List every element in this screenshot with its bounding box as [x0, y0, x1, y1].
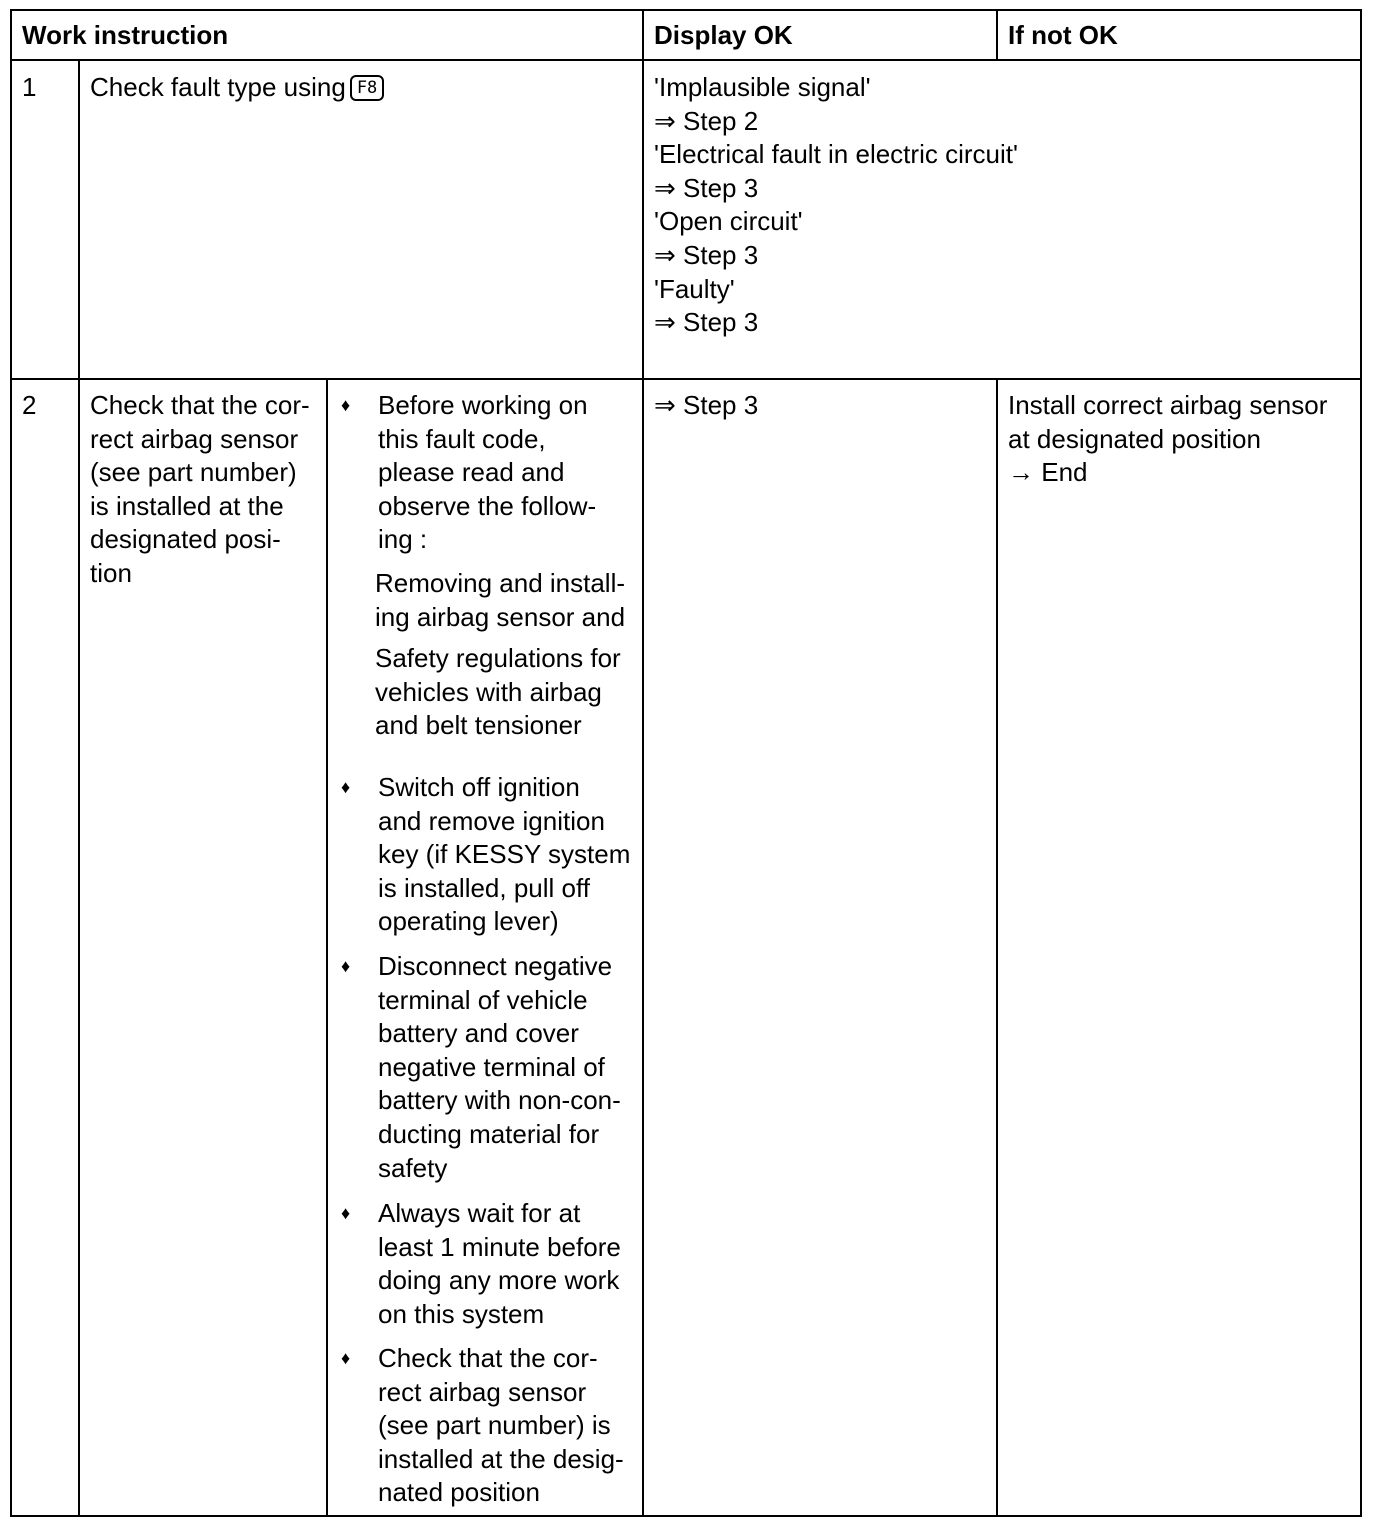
bullet-text-line: observe the follow-	[378, 490, 597, 521]
if-not-ok-divider-header	[996, 9, 998, 61]
bullet-text-line: least 1 minute before	[378, 1231, 621, 1262]
reference-link-line: ing airbag sensor and	[375, 601, 626, 632]
bullet-text-line: key (if KESSY system	[378, 839, 631, 870]
reference-link-line: Removing and install-	[375, 568, 626, 598]
bullet-text-line: Check that the cor-	[378, 1343, 598, 1373]
diamond-bullet-icon: ♦	[341, 1203, 351, 1223]
diamond-bullet-icon: ♦	[341, 777, 351, 797]
header-work-instruction: Work instruction	[22, 20, 229, 50]
diamond-bullet-icon: ♦	[341, 956, 351, 976]
instruction-subcolumn-divider	[326, 378, 328, 1517]
bullet-text-line: Switch off ignition	[378, 772, 580, 802]
bullet-text-line: on this system	[378, 1298, 545, 1329]
display-ok-divider	[642, 9, 644, 1517]
display-line: ⇒ Step 3	[654, 172, 759, 203]
bullet-text-line: safety	[378, 1152, 448, 1183]
bullet-text-line: operating lever)	[378, 906, 559, 937]
display-line: 'Electrical fault in electric circuit'	[654, 139, 1018, 170]
reference-link-line: and belt tensioner	[375, 710, 582, 741]
table-border-top	[10, 9, 1362, 11]
bullet-text-line: doing any more work	[378, 1265, 620, 1296]
row-divider	[10, 378, 1362, 380]
bullet-text-line: terminal of vehicle	[378, 984, 588, 1015]
instruction-line: designated posi-	[90, 524, 281, 555]
bullet-text-line: is installed, pull off	[378, 872, 590, 903]
bullet-text-line: rect airbag sensor	[378, 1376, 587, 1407]
instruction-line: (see part number)	[90, 457, 297, 488]
instruction-line: is installed at the	[90, 490, 284, 521]
display-line: 'Open circuit'	[654, 206, 803, 237]
bullet-text-line: and remove ignition	[378, 805, 605, 836]
display-line: ⇒ Step 3	[654, 307, 759, 338]
display-line: 'Faulty'	[654, 273, 735, 304]
display-line: ⇒ Step 3	[654, 240, 759, 270]
table-border-left	[10, 9, 12, 1517]
bullet-text-line: battery and cover	[378, 1018, 579, 1049]
header-display-ok: Display OK	[654, 20, 793, 50]
bullet-text-line: please read and	[378, 457, 565, 488]
instruction-line: tion	[90, 558, 132, 588]
table-border-right	[1360, 9, 1362, 1517]
bullet-text-line: ducting material for	[378, 1119, 600, 1149]
bullet-text-line: Disconnect negative	[378, 951, 613, 981]
bullet-text-line: this fault code,	[378, 423, 546, 454]
row1-instruction	[90, 70, 384, 104]
bullet-text-line: negative terminal of	[378, 1051, 605, 1082]
bullet-text-line: battery with non-con-	[378, 1085, 621, 1116]
display-line: 'Implausible signal'	[654, 72, 871, 102]
bullet-text-line: (see part number) is	[378, 1410, 611, 1441]
header-if-not-ok: If not OK	[1008, 20, 1118, 50]
row1-instruction-text: Check fault type using	[90, 72, 346, 102]
diamond-bullet-icon: ♦	[341, 395, 351, 415]
if-not-ok-line: Install correct airbag sensor	[1008, 390, 1328, 420]
step-number-2: 2	[22, 390, 37, 420]
bullet-text-line: Before working on	[378, 390, 588, 420]
reference-link-line: Safety regulations for	[375, 643, 621, 673]
bullet-text-line: installed at the desig-	[378, 1443, 624, 1474]
reference-link-line: vehicles with airbag	[375, 676, 602, 707]
f8-key-icon: F8	[350, 75, 384, 101]
step-number-divider	[78, 59, 80, 1517]
if-not-ok-divider	[996, 378, 998, 1517]
diamond-bullet-icon: ♦	[341, 1348, 351, 1368]
if-not-ok-line: → End	[1008, 457, 1088, 488]
table-border-bottom	[10, 1515, 1362, 1517]
display-line: ⇒ Step 2	[654, 105, 759, 136]
bullet-text-line: nated position	[378, 1477, 540, 1508]
instruction-line: rect airbag sensor	[90, 423, 299, 454]
instruction-line: Check that the cor-	[90, 390, 310, 420]
bullet-text-line: Always wait for at	[378, 1198, 581, 1228]
bullet-text-line: ing :	[378, 524, 428, 555]
if-not-ok-line: at designated position	[1008, 423, 1261, 454]
step-number-1: 1	[22, 72, 37, 102]
row2-display-ok: ⇒ Step 3	[654, 390, 759, 420]
header-divider	[10, 59, 1362, 61]
